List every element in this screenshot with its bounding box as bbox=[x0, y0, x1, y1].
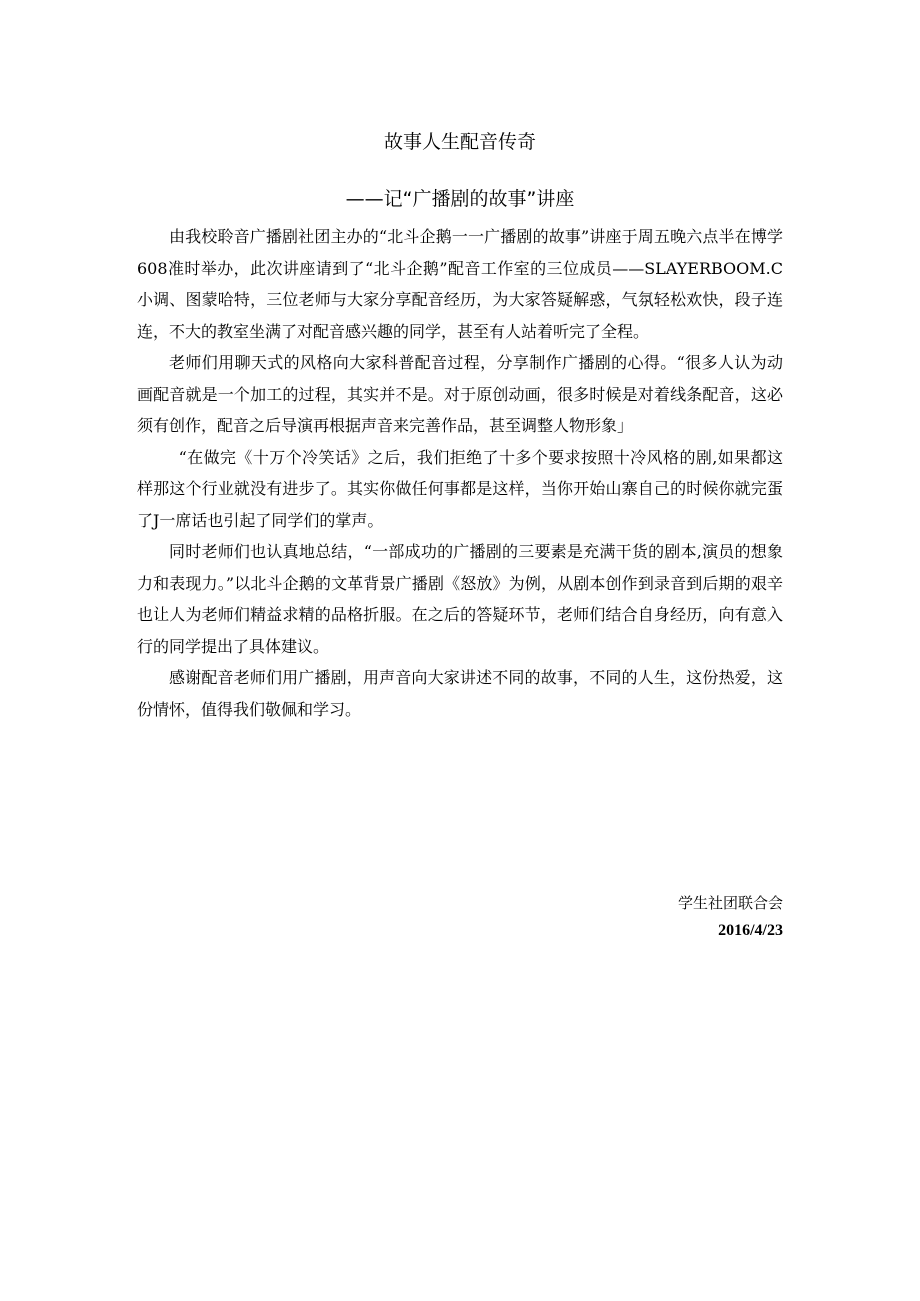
signature-date: 2016/4/23 bbox=[718, 922, 783, 939]
document-subtitle: ——记“广播剧的故事”讲座 bbox=[345, 188, 575, 210]
document-title: 故事人生配音传奇 bbox=[383, 131, 536, 153]
paragraph-quote: “在做完《十万个冷笑话》之后，我们拒绝了十多个要求按照十冷风格的剧,如果都这样那这个行业就没有进步了。其实你做任何事都是这样，当你开始山寨自己的时候你就完蛋了J一席话也引起了同学们的掌声。 bbox=[137, 447, 783, 530]
paragraph-thanks: 感谢配音老师们用广播剧，用声音向大家讲述不同的故事，不同的人生，这份热爱，这份情怀，值得我们敬佩和学习。 bbox=[137, 668, 783, 719]
signature-organization: 学生社团联合会 bbox=[677, 894, 783, 912]
signature-block bbox=[678, 890, 783, 944]
paragraph-dubbing-process: 老师们用聊天式的风格向大家科普配音过程，分享制作广播剧的心得。“很多人认为动画配音就是一个加工的过程，其实并不是。对于原创动画，很多时候是对着线条配音，这必须有创作，配音之后导演再根据声音来完善作品，甚至调整人物形象」 bbox=[137, 353, 783, 435]
document-body bbox=[137, 221, 783, 725]
paragraph-intro: 由我校聆音广播剧社团主办的“北斗企鹅一一广播剧的故事”讲座于周五晚六点半在博学608准时举办，此次讲座请到了“北斗企鹅”配音工作室的三位成员——SLAYERBOOM.C小调、图蒙哈特，三位老师与大家分享配音经历，为大家答疑解惑，气氛轻松欢快，段子连连，不大的教室坐满了对配音感兴趣的同学，甚至有人站着听完了全程。 bbox=[137, 227, 783, 341]
paragraph-summary: 同时老师们也认真地总结，“一部成功的广播剧的三要素是充满干货的剧本,演员的想象力和表现力。”以北斗企鹅的文革背景广播剧《怒放》为例，从剧本创作到录音到后期的艰辛也让人为老师们精益求精的品格折服。在之后的答疑环节，老师们结合自身经历，向有意入行的同学提出了具体建议。 bbox=[137, 542, 783, 656]
